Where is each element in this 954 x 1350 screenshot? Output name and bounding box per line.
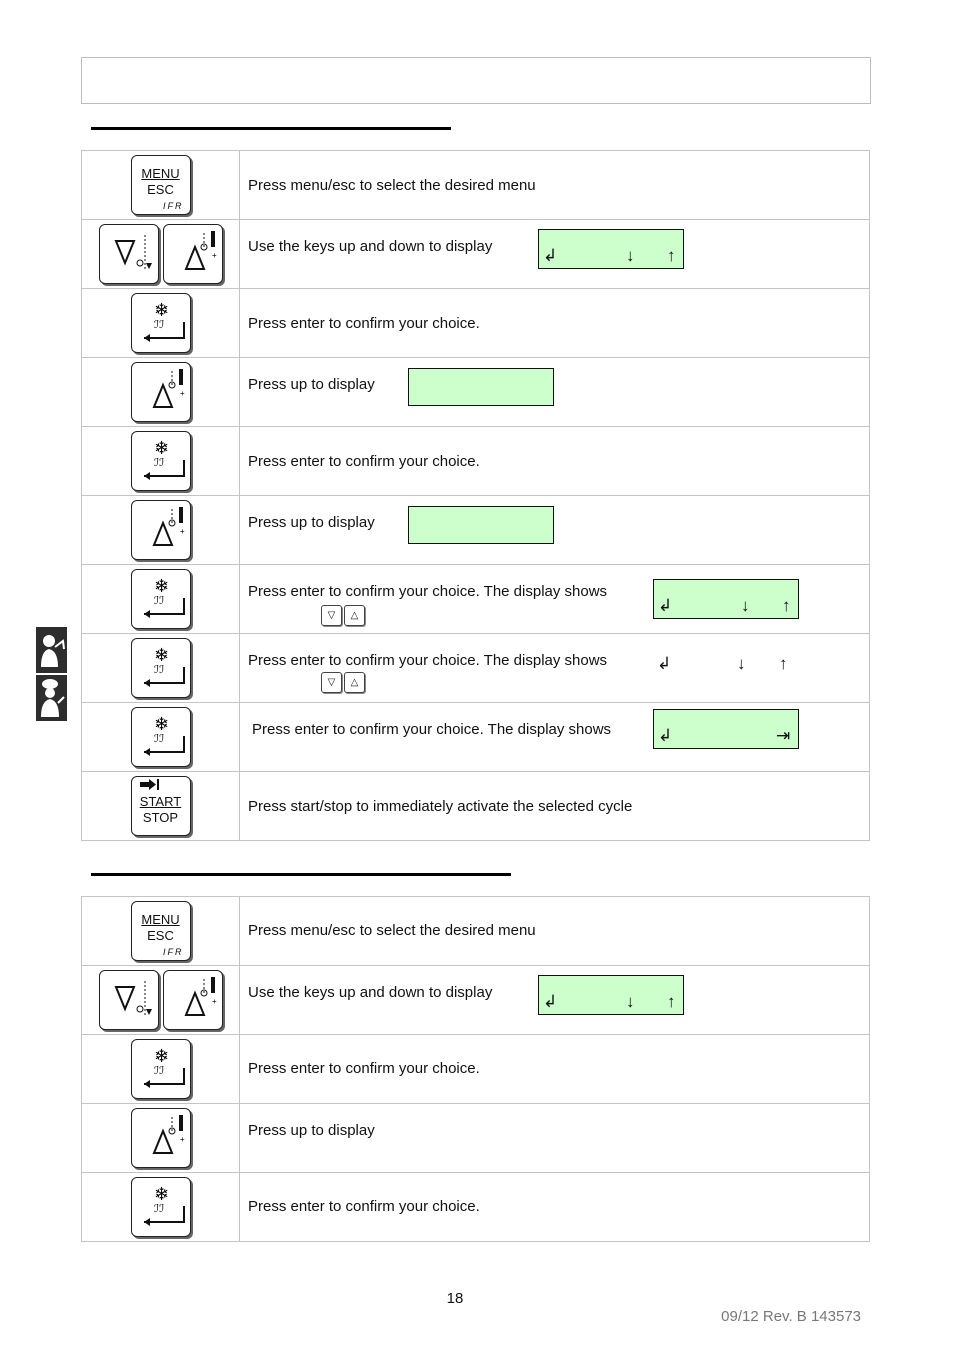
table-row bbox=[82, 565, 870, 634]
step-description bbox=[240, 289, 870, 358]
lcd-down-arrow-icon: ↓ bbox=[737, 654, 746, 673]
svg-text:ℐℐ: ℐℐ bbox=[153, 1202, 164, 1215]
table-row bbox=[82, 634, 870, 703]
lcd-down-arrow-icon: ↓ bbox=[626, 246, 635, 265]
start-stop-key-icon bbox=[131, 776, 191, 836]
esc-label: ESC bbox=[147, 928, 174, 943]
key-cell bbox=[82, 496, 240, 565]
svg-text:ℐℐ: ℐℐ bbox=[153, 1064, 164, 1077]
lcd-enter-icon: ↲ bbox=[543, 246, 558, 265]
step-text: Use the keys up and down to display bbox=[248, 238, 493, 255]
menu-label: MENU bbox=[141, 166, 180, 181]
step-text: Press enter to confirm your choice. bbox=[248, 315, 480, 332]
start-label: START bbox=[139, 794, 182, 809]
table-row bbox=[82, 289, 870, 358]
enter-key-icon bbox=[131, 1177, 191, 1237]
stop-label: STOP bbox=[142, 810, 179, 825]
page-number: 18 bbox=[446, 1290, 464, 1307]
step-text: Press up to display bbox=[248, 376, 375, 393]
enter-key-icon bbox=[131, 707, 191, 767]
lcd-display bbox=[408, 368, 554, 406]
section-1-steps-table bbox=[81, 150, 870, 841]
revision-label: 09/12 Rev. B 143573 bbox=[721, 1308, 861, 1325]
svg-text:ℐℐ: ℐℐ bbox=[153, 663, 164, 676]
up-key-icon bbox=[163, 970, 223, 1030]
lcd-enter-icon: ↲ bbox=[543, 992, 558, 1011]
svg-text:❄: ❄ bbox=[153, 300, 169, 321]
table-row bbox=[82, 427, 870, 496]
mini-down-key-icon: ▽ bbox=[321, 672, 342, 693]
down-key-icon bbox=[99, 970, 159, 1030]
step-description bbox=[240, 772, 870, 841]
key-cell bbox=[82, 1173, 240, 1242]
table-row bbox=[82, 1104, 870, 1173]
enter-key-icon bbox=[131, 1039, 191, 1099]
step-text: Press enter to confirm your choice. The display shows bbox=[248, 583, 608, 600]
step-text: Press menu/esc to select the desired menu bbox=[248, 177, 536, 194]
section-1-rule bbox=[91, 127, 451, 130]
lcd-display bbox=[653, 709, 799, 749]
step-description bbox=[240, 565, 870, 634]
side-tab-operator-icon bbox=[36, 627, 67, 673]
up-key-icon bbox=[131, 500, 191, 560]
svg-text:+: + bbox=[179, 527, 185, 536]
menu-label: MENU bbox=[141, 912, 180, 927]
step-description bbox=[240, 1173, 870, 1242]
key-cell bbox=[82, 1035, 240, 1104]
step-text: Press enter to confirm your choice. bbox=[248, 453, 480, 470]
lcd-display bbox=[408, 506, 554, 544]
mini-down-key-icon: ▽ bbox=[321, 605, 342, 626]
table-row bbox=[82, 220, 870, 289]
menu-esc-key-icon bbox=[131, 901, 191, 961]
step-text: Press enter to confirm your choice. The display shows bbox=[248, 652, 608, 669]
step-description bbox=[240, 1035, 870, 1104]
table-row bbox=[82, 1035, 870, 1104]
lcd-enter-icon: ↲ bbox=[658, 596, 673, 615]
lcd-display bbox=[538, 229, 684, 269]
key-cell bbox=[82, 634, 240, 703]
menu-esc-key-icon bbox=[131, 155, 191, 215]
enter-key-icon bbox=[131, 293, 191, 353]
svg-text:❄: ❄ bbox=[153, 576, 169, 597]
svg-text:❄: ❄ bbox=[153, 645, 169, 666]
lcd-enter-icon: ↲ bbox=[657, 654, 672, 673]
table-row bbox=[82, 151, 870, 220]
step-description bbox=[240, 496, 870, 565]
step-text: Press enter to confirm your choice. bbox=[248, 1060, 480, 1077]
up-key-icon bbox=[163, 224, 223, 284]
header-box bbox=[81, 57, 871, 104]
step-description bbox=[240, 1104, 870, 1173]
key-cell bbox=[82, 1104, 240, 1173]
step-description bbox=[240, 966, 870, 1035]
key-cell bbox=[82, 966, 240, 1035]
mini-keys bbox=[321, 605, 367, 626]
key-cell bbox=[82, 565, 240, 634]
svg-text:❄: ❄ bbox=[153, 1046, 169, 1067]
step-description bbox=[240, 220, 870, 289]
ifr-label: IFR bbox=[163, 201, 184, 211]
table-row bbox=[82, 703, 870, 772]
mini-keys bbox=[321, 672, 367, 693]
section-2-rule bbox=[91, 873, 511, 876]
step-text: Press enter to confirm your choice. bbox=[248, 1198, 480, 1215]
step-description bbox=[240, 897, 870, 966]
step-description bbox=[240, 703, 870, 772]
esc-label: ESC bbox=[147, 182, 174, 197]
svg-text:+: + bbox=[211, 251, 217, 260]
step-description bbox=[240, 358, 870, 427]
table-row bbox=[82, 897, 870, 966]
svg-text:❄: ❄ bbox=[153, 714, 169, 735]
key-cell bbox=[82, 427, 240, 496]
key-cell bbox=[82, 703, 240, 772]
step-description bbox=[240, 634, 870, 703]
lcd-enter-icon: ↲ bbox=[658, 726, 673, 745]
step-text: Press start/stop to immediately activate the selected cycle bbox=[248, 798, 633, 815]
up-key-icon bbox=[131, 362, 191, 422]
enter-key-icon bbox=[131, 638, 191, 698]
section-2-steps-table bbox=[81, 896, 870, 1242]
down-key-icon bbox=[99, 224, 159, 284]
step-text: Use the keys up and down to display bbox=[248, 984, 493, 1001]
key-cell bbox=[82, 220, 240, 289]
svg-text:+: + bbox=[211, 997, 217, 1006]
lcd-display bbox=[653, 579, 799, 619]
svg-text:ℐℐ: ℐℐ bbox=[153, 318, 164, 331]
lcd-down-arrow-icon: ↓ bbox=[741, 596, 750, 615]
lcd-up-arrow-icon: ↑ bbox=[779, 654, 788, 673]
lcd-up-arrow-icon: ↑ bbox=[667, 246, 676, 265]
svg-text:ℐℐ: ℐℐ bbox=[153, 732, 164, 745]
step-description bbox=[240, 427, 870, 496]
key-cell bbox=[82, 151, 240, 220]
step-text: Press up to display bbox=[248, 514, 375, 531]
display-readout bbox=[653, 650, 799, 690]
ifr-label: IFR bbox=[163, 947, 184, 957]
lcd-up-arrow-icon: ↑ bbox=[667, 992, 676, 1011]
table-row bbox=[82, 496, 870, 565]
key-cell bbox=[82, 897, 240, 966]
svg-text:ℐℐ: ℐℐ bbox=[153, 456, 164, 469]
step-text: Press enter to confirm your choice. The display shows bbox=[252, 721, 612, 738]
key-cell bbox=[82, 289, 240, 358]
enter-key-icon bbox=[131, 569, 191, 629]
key-cell bbox=[82, 772, 240, 841]
mini-up-key-icon: △ bbox=[344, 672, 365, 693]
table-row bbox=[82, 772, 870, 841]
key-cell bbox=[82, 358, 240, 427]
table-row bbox=[82, 966, 870, 1035]
svg-text:+: + bbox=[179, 1135, 185, 1144]
svg-text:+: + bbox=[179, 389, 185, 398]
mini-up-key-icon: △ bbox=[344, 605, 365, 626]
table-row bbox=[82, 1173, 870, 1242]
enter-key-icon bbox=[131, 431, 191, 491]
step-description bbox=[240, 151, 870, 220]
lcd-right-arrow-icon: ⇥ bbox=[776, 726, 791, 745]
svg-text:❄: ❄ bbox=[153, 438, 169, 459]
side-tab-chef-icon bbox=[36, 675, 67, 721]
up-key-icon bbox=[131, 1108, 191, 1168]
lcd-display bbox=[538, 975, 684, 1015]
table-row bbox=[82, 358, 870, 427]
lcd-up-arrow-icon: ↑ bbox=[782, 596, 791, 615]
svg-text:❄: ❄ bbox=[153, 1184, 169, 1205]
svg-text:ℐℐ: ℐℐ bbox=[153, 594, 164, 607]
step-text: Press menu/esc to select the desired menu bbox=[248, 922, 536, 939]
step-text: Press up to display bbox=[248, 1122, 375, 1139]
lcd-down-arrow-icon: ↓ bbox=[626, 992, 635, 1011]
